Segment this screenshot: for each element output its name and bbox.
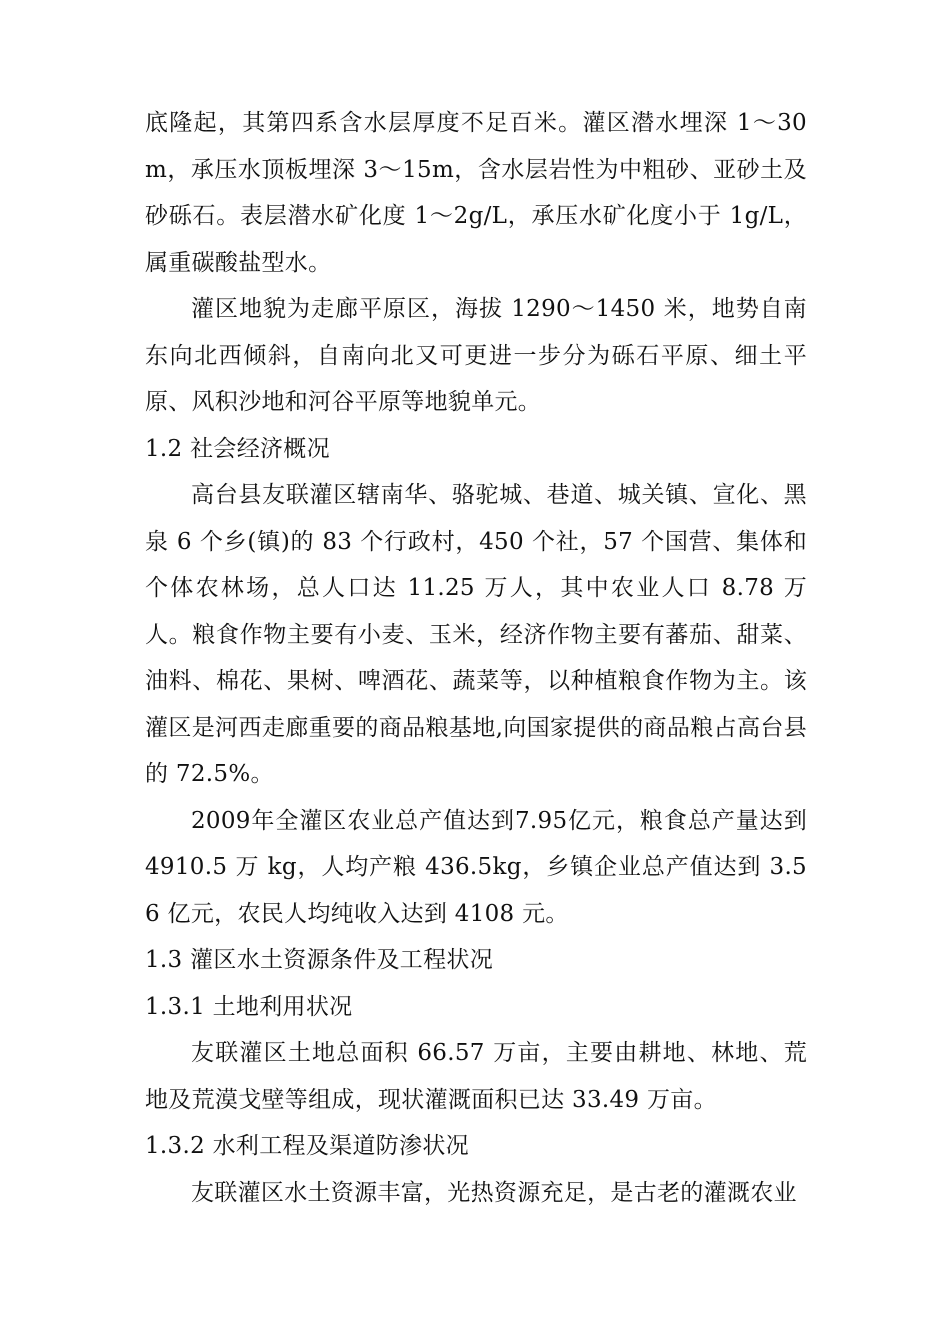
paragraph-land-use: 友联灌区土地总面积 66.57 万亩，主要由耕地、林地、荒地及荒漠戈壁等组成，现状灌溉面积已达 33.49 万亩。 (145, 1040, 807, 1113)
paragraph-hydrogeology: 底隆起，其第四系含水层厚度不足百米。灌区潜水埋深 1～30m，承压水顶板埋深 3～15m，含水层岩性为中粗砂、亚砂土及砂砾石。表层潜水矿化度 1～2g/L，承压水矿化度小于 1g/L，属重碳酸盐型水。 (145, 110, 807, 276)
paragraph-water-resources: 友联灌区水土资源丰富，光热资源充足，是古老的灌溉农业 (191, 1179, 797, 1206)
paragraph-socioeconomic: 高台县友联灌区辖南华、骆驼城、巷道、城关镇、宣化、黑泉 6 个乡(镇)的 83 个行政村，450 个社，57 个国营、集体和个体农林场，总人口达 11.25 万人，其中农业人口 8.78 万人。粮食作物主要有小麦、玉米，经济作物主要有蕃茄、甜菜、油料、棉花、果树、啤酒花、蔬菜等，以种植粮食作物为主。该灌区是河西走廊重要的商品粮基地,向国家提供的商品粮占高台县的 72.5%。 (145, 482, 807, 787)
paragraph-landform: 灌区地貌为走廊平原区，海拔 1290～1450 米，地势自南东向北西倾斜，自南向北又可更进一步分为砾石平原、细土平原、风积沙地和河谷平原等地貌单元。 (145, 296, 807, 415)
document-body (145, 100, 807, 1216)
section-heading-1-3-2: 1.3.2 水利工程及渠道防渗状况 (145, 1133, 469, 1159)
section-heading-1-3: 1.3 灌区水土资源条件及工程状况 (145, 947, 493, 973)
section-heading-1-3-1: 1.3.1 土地利用状况 (145, 993, 353, 1020)
paragraph-output-2009: 2009年全灌区农业总产值达到7.95亿元，粮食总产量达到 4910.5 万 kg，人均产粮 436.5kg，乡镇企业总产值达到 3.56 亿元，农民人均纯收入达到 4108 元。 (145, 807, 807, 927)
section-heading-1-2: 1.2 社会经济概况 (145, 435, 330, 462)
